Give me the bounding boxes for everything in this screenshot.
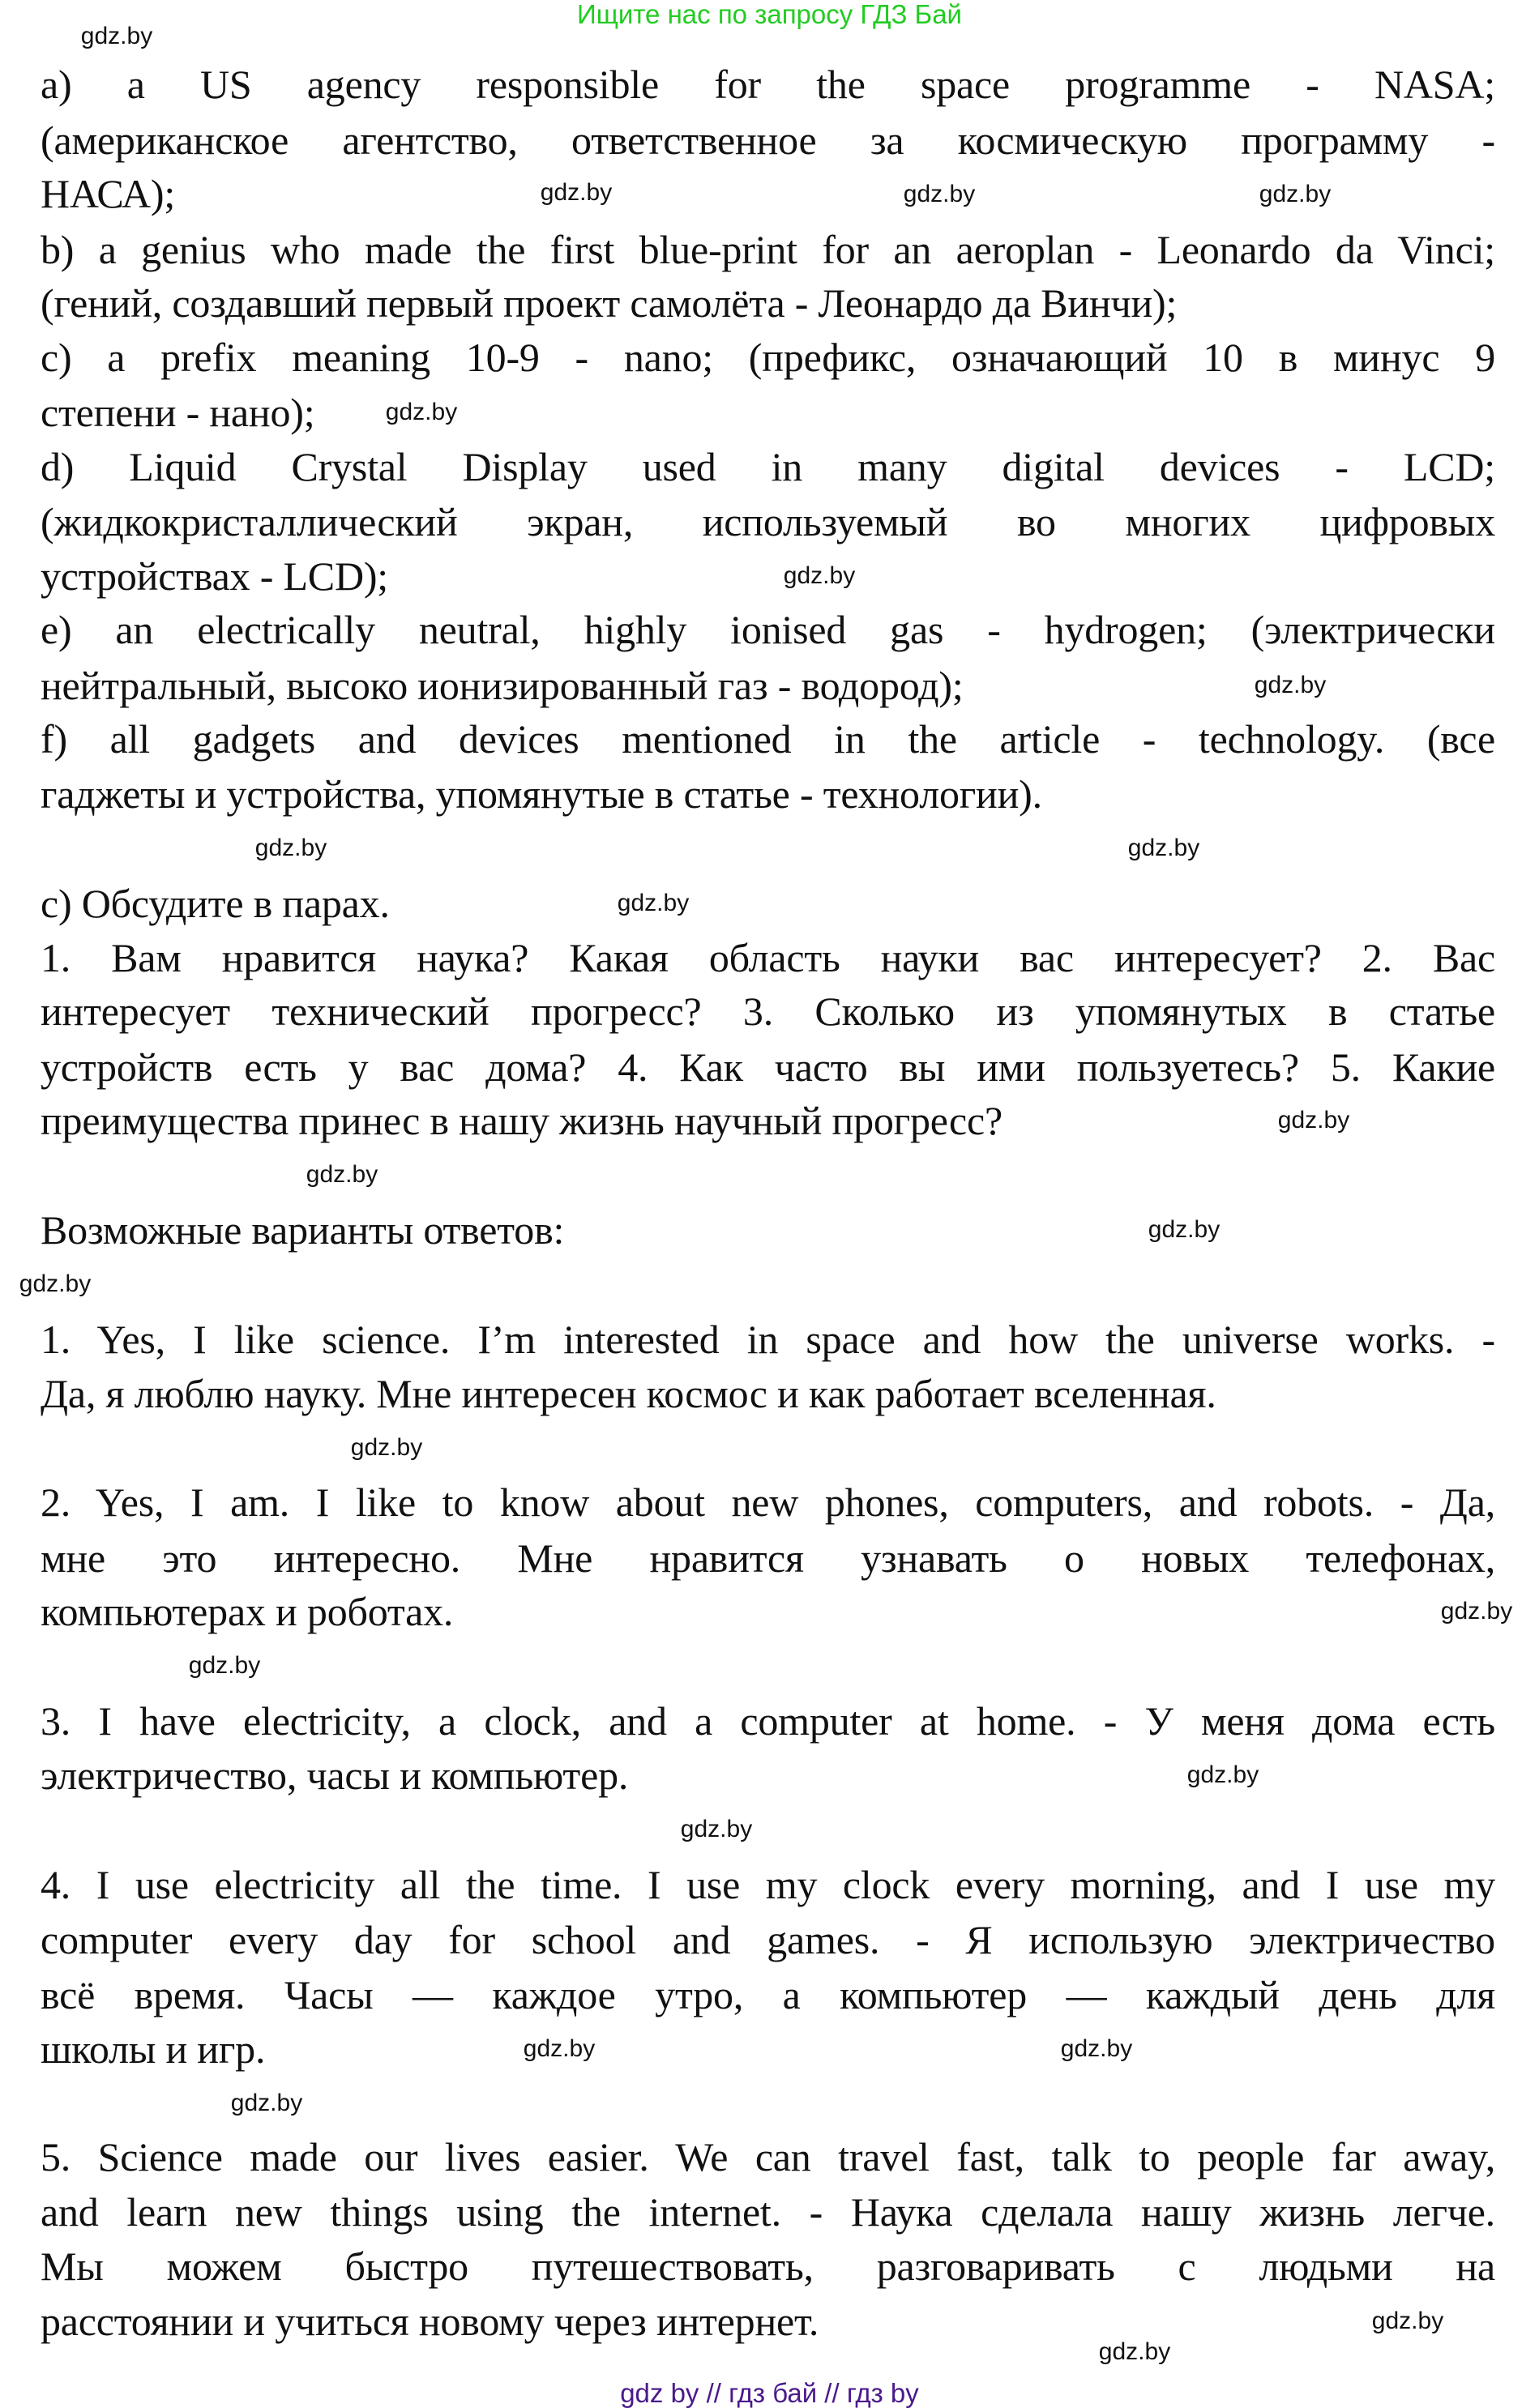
text-line: всё время. Часы — каждое утро, а компьютер — каждый день для bbox=[41, 1972, 1495, 2017]
watermark: gdz.by bbox=[19, 1270, 92, 1297]
watermark: gdz.by bbox=[783, 562, 856, 589]
text-line: a) a US agency responsible for the space programme - NASA; bbox=[41, 62, 1495, 107]
watermark: gdz.by bbox=[80, 23, 153, 49]
search-banner[interactable]: Ищите нас по запросу ГДЗ Бай bbox=[577, 0, 962, 29]
text-line: (гений, создавший первый проект самолёта - Леонардо да Винчи); bbox=[41, 280, 1178, 326]
text-line: 2. Yes, I am. I like to know about new phones, computers, and robots. - Да, bbox=[41, 1479, 1495, 1525]
text-line: Мы можем быстро путешествовать, разговаривать с людьми на bbox=[41, 2244, 1495, 2289]
text-line: НАСА); bbox=[41, 171, 176, 216]
text-line: преимущества принес в нашу жизнь научный прогресс? bbox=[41, 1098, 1002, 1143]
text-line: e) an electrically neutral, highly ionised gas - hydrogen; (электрически bbox=[41, 607, 1495, 652]
text-line: (американское агентство, ответственное за космическую программу - bbox=[41, 117, 1495, 163]
text-line: (жидкокристаллический экран, используемый во многих цифровых bbox=[41, 499, 1495, 544]
watermark: gdz.by bbox=[1254, 672, 1327, 698]
watermark: gdz.by bbox=[617, 890, 690, 916]
text-line: d) Liquid Crystal Display used in many digital devices - LCD; bbox=[41, 444, 1495, 489]
text-line: нейтральный, высоко ионизированный газ - водород); bbox=[41, 663, 964, 708]
text-line: b) a genius who made the first blue-print for an aeroplan - Leonardo da Vinci; bbox=[41, 227, 1495, 272]
text-line: компьютерах и роботах. bbox=[41, 1589, 454, 1634]
text-line: Да, я люблю науку. Мне интересен космос и как работает вселенная. bbox=[41, 1371, 1216, 1416]
watermark: gdz.by bbox=[1060, 2035, 1133, 2062]
text-line: c) a prefix meaning 10-9 - nano; (префикс, означающий 10 в минус 9 bbox=[41, 335, 1495, 380]
watermark: gdz.by bbox=[1277, 1107, 1350, 1134]
watermark: gdz.by bbox=[1127, 835, 1200, 861]
watermark: gdz.by bbox=[1440, 1598, 1513, 1625]
watermark: gdz.by bbox=[1259, 181, 1332, 207]
watermark: gdz.by bbox=[680, 1816, 753, 1842]
watermark: gdz.by bbox=[350, 1434, 423, 1461]
watermark: gdz.by bbox=[903, 181, 976, 207]
text-line: устройствах - LCD); bbox=[41, 553, 388, 599]
watermark: gdz.by bbox=[306, 1161, 378, 1188]
text-line: интересует технический прогресс? 3. Сколько из упомянутых в статье bbox=[41, 988, 1495, 1034]
text-line: 1. Вам нравится наука? Какая область науки вас интересует? 2. Вас bbox=[41, 935, 1495, 980]
text-line: 1. Yes, I like science. I’m interested in space and how the universe works. - bbox=[41, 1317, 1495, 1362]
text-line: 4. I use electricity all the time. I use my clock every morning, and I use my bbox=[41, 1862, 1495, 1907]
text-line: computer every day for school and games. - Я использую электричество bbox=[41, 1917, 1495, 1962]
text-line: 5. Science made our lives easier. We can travel fast, talk to people far away, bbox=[41, 2134, 1495, 2180]
watermark: gdz.by bbox=[188, 1652, 261, 1679]
text-line: степени - нано); bbox=[41, 390, 315, 435]
watermark: gdz.by bbox=[385, 399, 458, 425]
text-line: мне это интересно. Мне нравится узнавать о новых телефонах, bbox=[41, 1535, 1495, 1581]
text-line: 3. I have electricity, a clock, and a computer at home. - У меня дома есть bbox=[41, 1698, 1495, 1744]
text-line: гаджеты и устройства, упомянутые в статье - технологии). bbox=[41, 771, 1042, 817]
text-line: and learn new things using the internet. - Наука сделала нашу жизнь легче. bbox=[41, 2189, 1495, 2235]
watermark: gdz.by bbox=[1186, 1761, 1259, 1788]
watermark: gdz.by bbox=[1098, 2338, 1171, 2365]
text-line: школы и игр. bbox=[41, 2026, 266, 2072]
watermark: gdz.by bbox=[1371, 2308, 1444, 2334]
watermark: gdz.by bbox=[230, 2090, 303, 2116]
text-line: f) all gadgets and devices mentioned in the article - technology. (все bbox=[41, 716, 1495, 762]
text-line: электричество, часы и компьютер. bbox=[41, 1753, 629, 1798]
text-line: расстоянии и учиться новому через интернет. bbox=[41, 2299, 819, 2344]
text-line: Возможные варианты ответов: bbox=[41, 1207, 565, 1253]
watermark: gdz.by bbox=[1148, 1216, 1221, 1243]
footer-links[interactable]: gdz by // гдз бай // гдз by bbox=[620, 2378, 919, 2408]
text-line: устройств есть у вас дома? 4. Как часто вы ими пользуетесь? 5. Какие bbox=[41, 1044, 1495, 1090]
watermark: gdz.by bbox=[540, 179, 613, 206]
watermark: gdz.by bbox=[254, 835, 327, 861]
text-line: c) Обсудите в парах. bbox=[41, 881, 390, 926]
watermark: gdz.by bbox=[523, 2035, 596, 2062]
